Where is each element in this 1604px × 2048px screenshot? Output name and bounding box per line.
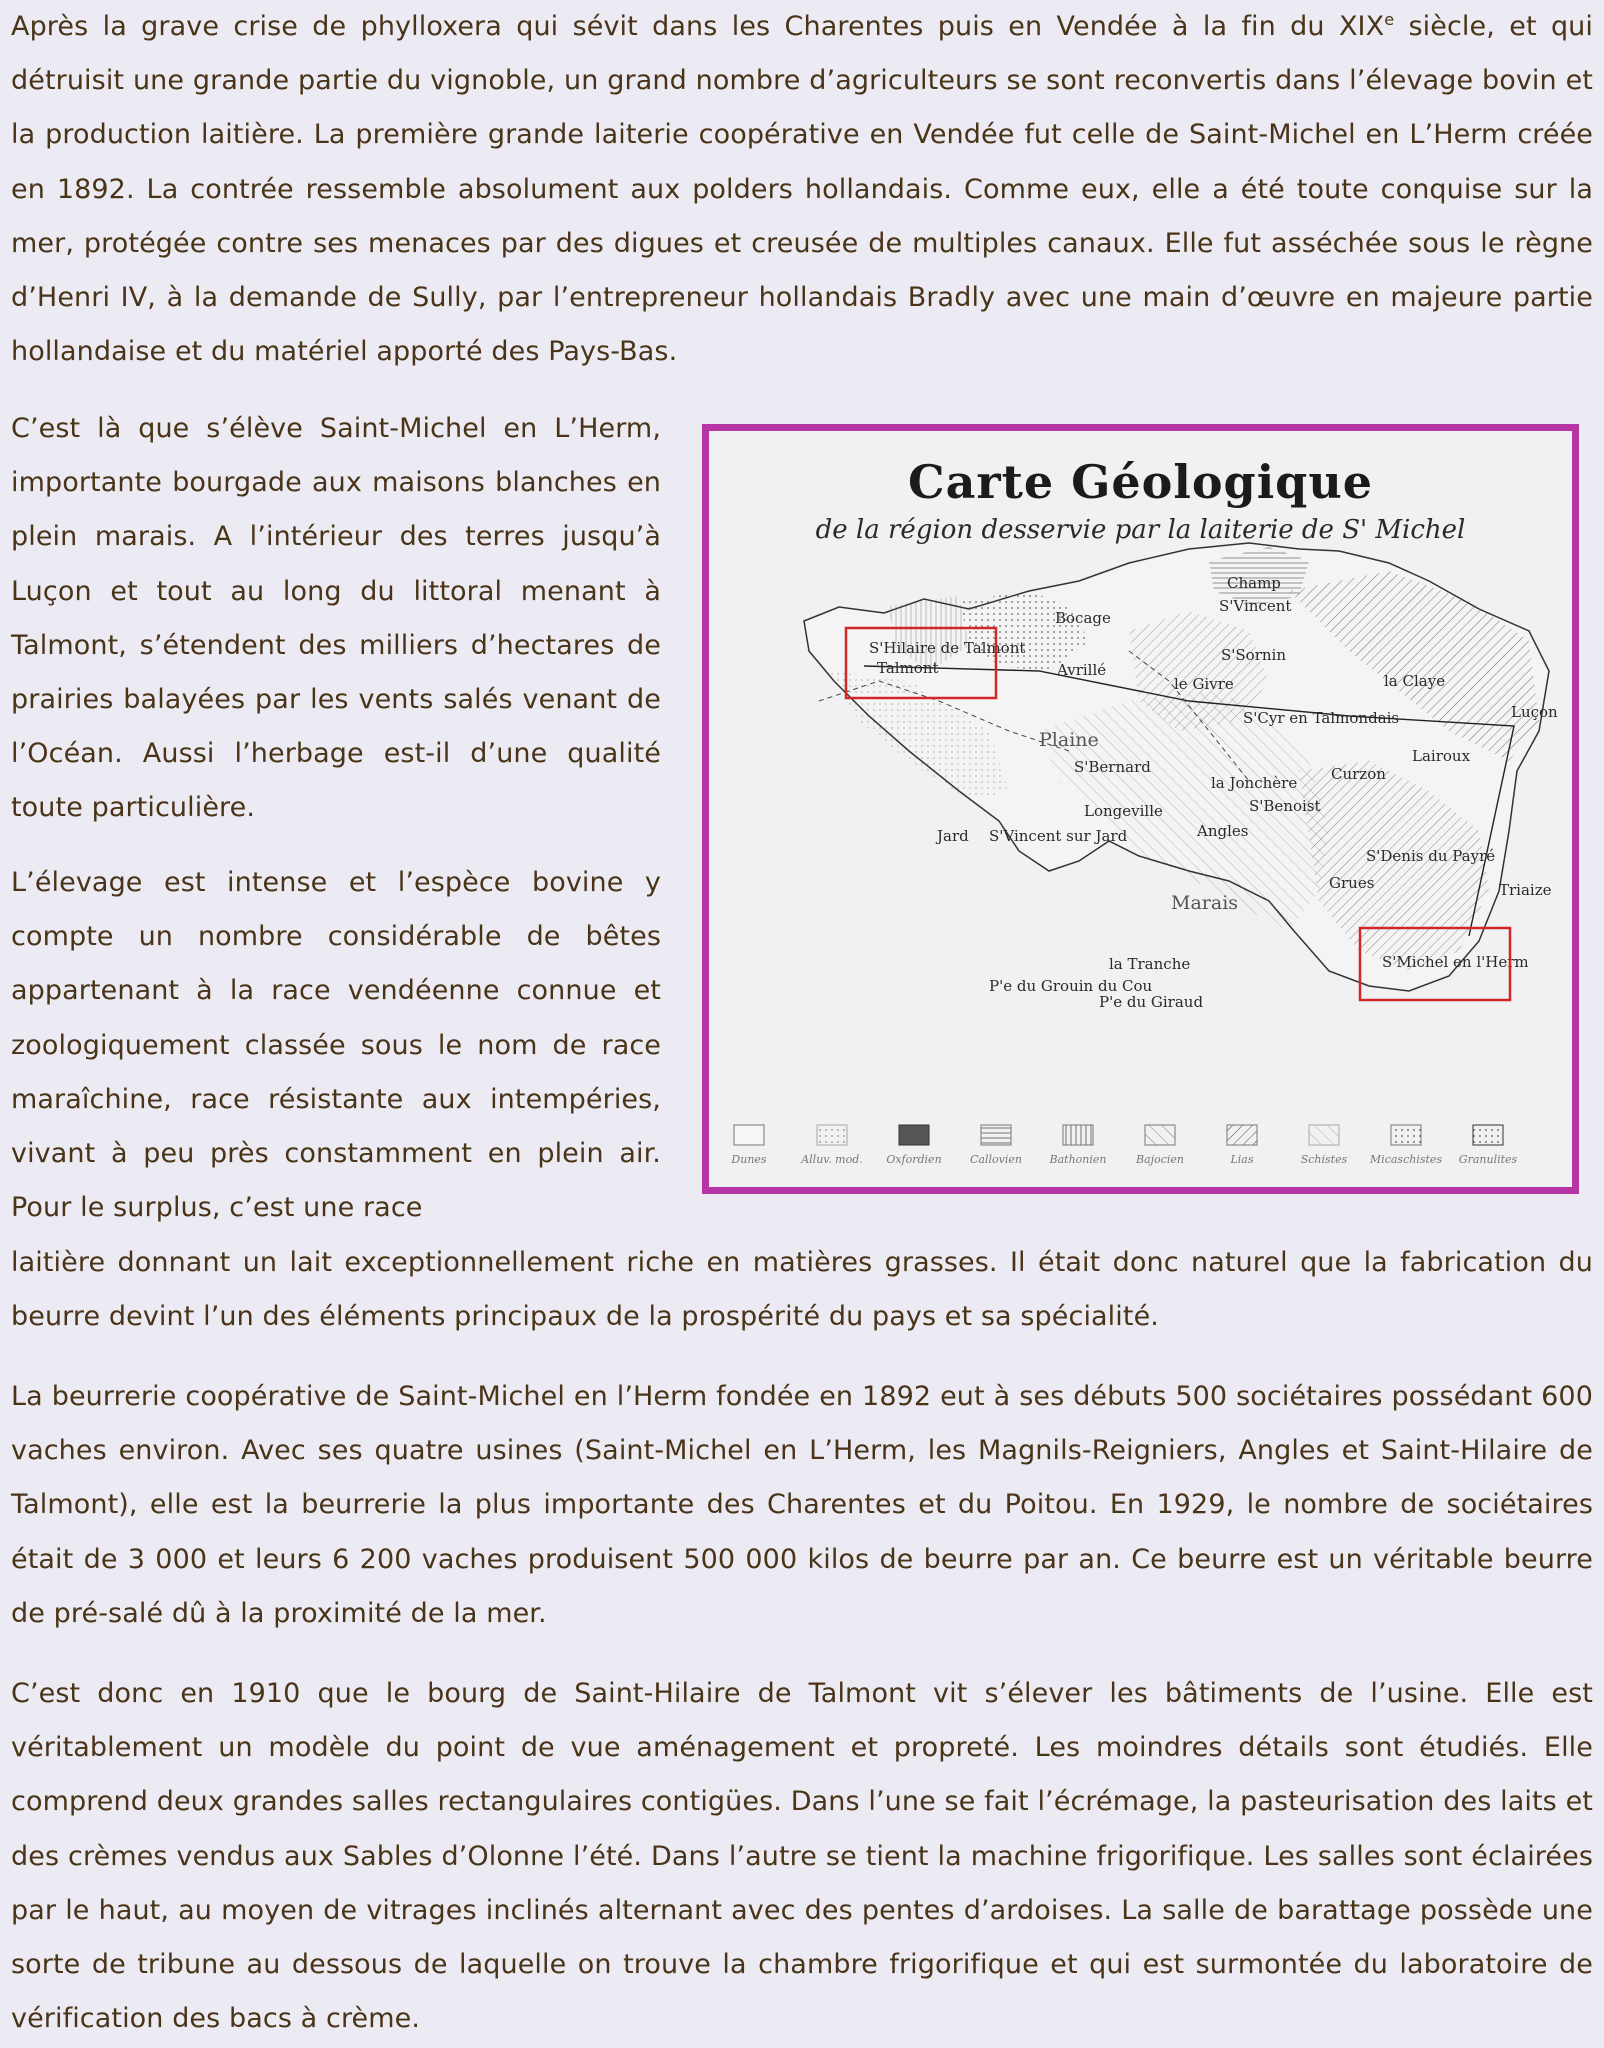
paragraph-elevage: L’élevage est intense et l’espèce bovine y compte un nombre considérable de bêtes appartenant à la race vendéenne connue et zoologiquement classée sous le nom de race maraîchine, race résistante aux intempéries, vivant à peu près constamment en plein air. Pour le surplus, c’est une race xyxy=(11,867,661,1224)
place-bocage: Bocage xyxy=(1055,609,1111,627)
legend-swatch-dunes xyxy=(734,1125,764,1145)
place-st-michel: S'Michel en l'Herm xyxy=(1382,953,1529,971)
place-jard: Jard xyxy=(937,827,969,845)
legend-swatch-alluvions xyxy=(817,1125,847,1145)
legend-label-bathonien: Bathonien xyxy=(1049,1153,1107,1166)
place-lucon: Luçon xyxy=(1511,703,1558,721)
map-subtitle: de la région desservie par la laiterie de S' Michel xyxy=(815,515,1466,545)
paragraph-intro-text-cont: siècle, et qui détruisit une grande partie du vignoble, un grand nombre d’agriculteurs se sont reconvertis dans l’élevage bovin et la production laitière. La première grande laiterie coopérative en Vendée fut celle de Saint-Michel en L’Herm créée en 1892. La contrée ressemble absolument aux polders hollandais. Comme eux, elle a été toute conquise sur la mer, protégée contre ses menaces par des digues et creusée de multiples canaux. Elle fut asséchée sous le règne d’Henri IV, à la demande de Sully, par l’entrepreneur hollandais Bradly avec une main d’œuvre en majeure partie hollandaise et du matériel apporté des Pays-Bas. xyxy=(11,11,1593,368)
legend-label-callovien: Callovien xyxy=(970,1153,1022,1166)
paragraph-beurrerie: La beurrerie coopérative de Saint-Michel en l’Herm fondée en 1892 eut à ses débuts 500 sociétaires possédant 600 vaches environ. Avec ses quatre usines (Saint-Michel en L’Herm, les Magnils-Reigniers, Angles et Saint-Hilaire de Talmont), elle est la beurrerie la plus importante des Charentes et du Poitou. En 1929, le nombre de sociétaires était de 3 000 et leurs 6 200 vaches produisent 500 000 kilos de beurre par an. Ce beurre est un véritable beurre de pré-salé dû à la proximité de la mer. xyxy=(11,1381,1593,1629)
legend-label-dunes: Dunes xyxy=(731,1153,767,1166)
place-la-claye: la Claye xyxy=(1384,672,1446,690)
legend-swatch-bajocien xyxy=(1145,1125,1175,1145)
paragraph-elevage-cont: laitière donnant un lait exceptionnellement riche en matières grasses. Il était donc naturel que la fabrication du beurre devint l’un des éléments principaux de la prospérité du pays et sa spécialité. xyxy=(11,1247,1593,1333)
legend-label-granulites: Granulites xyxy=(1458,1153,1518,1166)
legend-swatch-bathonien xyxy=(1063,1125,1093,1145)
place-la-jonchere: la Jonchère xyxy=(1211,774,1298,792)
legend-label-lias: Lias xyxy=(1230,1153,1254,1166)
legend-label-alluvions: Alluv. mod. xyxy=(801,1153,863,1166)
legend-label-bajocien: Bajocien xyxy=(1136,1153,1184,1166)
place-st-vincent-s: S'Vincent sur Jard xyxy=(989,827,1128,845)
place-pointe-aiguillon: P'e du Giraud xyxy=(1099,993,1204,1011)
place-st-vincent-n: S'Vincent xyxy=(1219,597,1292,615)
place-lairoux: Lairoux xyxy=(1412,747,1471,765)
place-st-cyr: S'Cyr en Talmondais xyxy=(1243,709,1400,727)
place-st-hilaire: S'Hilaire de Talmont xyxy=(869,639,1026,657)
place-triaize: Triaize xyxy=(1499,881,1552,899)
place-champ: Champ xyxy=(1227,574,1281,592)
place-st-sornin: S'Sornin xyxy=(1221,646,1286,664)
place-talmont: Talmont xyxy=(877,659,939,677)
place-pointe-grouin: P'e du Grouin du Cou xyxy=(989,977,1153,995)
legend-swatch-schistes xyxy=(1309,1125,1339,1145)
legend-label-micaschistes: Micaschistes xyxy=(1369,1153,1443,1166)
legend-swatch-callovien xyxy=(981,1125,1011,1145)
paragraph-usine: C’est donc en 1910 que le bourg de Saint-Hilaire de Talmont vit s’élever les bâtiments de l’usine. Elle est véritablement un modèle du point de vue aménagement et propreté. Les moindres détails sont étudiés. Elle comprend deux grandes salles rectangulaires contigües. Dans l’une se fait l’écrémage, la pasteurisation des laits et des crèmes vendus aux Sables d’Olonne l’été. Dans l’autre se tient la machine frigorifique. Les salles sont éclairées par le haut, au moyen de vitrages inclinés alternant avec des pentes d’ardoises. La salle de barattage possède une sorte de tribune au dessous de laquelle on trouve la chambre frigorifique et qui est surmontée du laboratoire de vérification des bacs à crème. xyxy=(11,1678,1593,2035)
place-angles: Angles xyxy=(1197,822,1249,840)
paragraph-saint-michel: C’est là que s’élève Saint-Michel en L’Herm, importante bourgade aux maisons blanches en plein marais. A l’intérieur des terres jusqu’à Luçon et tout au long du littoral menant à Talmont, s’étendent des milliers d’hectares de prairies balayées par les vents salés venant de l’Océan. Aussi l’herbage est-il d’une qualité toute particulière. xyxy=(11,413,661,824)
legend-swatch-granulites xyxy=(1473,1125,1503,1145)
place-longeville: Longeville xyxy=(1084,802,1163,820)
place-avrille: Avrillé xyxy=(1057,661,1107,679)
map-legend xyxy=(730,1125,1517,1166)
map-title: Carte Géologique xyxy=(907,455,1374,509)
place-st-benoist: S'Benoist xyxy=(1249,797,1321,815)
legend-swatch-micaschistes xyxy=(1391,1125,1421,1145)
place-curzon: Curzon xyxy=(1331,765,1386,783)
legend-label-oxfordien: Oxfordien xyxy=(886,1153,942,1166)
place-st-denis: S'Denis du Payré xyxy=(1366,847,1496,865)
legend-swatch-oxfordien xyxy=(899,1125,929,1145)
place-st-bernard: S'Bernard xyxy=(1074,758,1151,776)
place-plaine: Plaine xyxy=(1039,729,1099,751)
place-marais: Marais xyxy=(1171,892,1239,914)
superscript-e: e xyxy=(1384,10,1395,29)
geological-map-figure xyxy=(702,424,1579,1194)
paragraph-intro xyxy=(11,0,1593,379)
legend-swatch-lias xyxy=(1227,1125,1257,1145)
paragraph-intro-text: Après la grave crise de phylloxera qui sévit dans les Charentes puis en Vendée à la fin du XIX xyxy=(11,11,1385,42)
place-le-givre: le Givre xyxy=(1174,675,1234,693)
legend-label-schistes: Schistes xyxy=(1300,1153,1348,1166)
place-grues: Grues xyxy=(1329,874,1375,892)
place-la-tranche: la Tranche xyxy=(1109,955,1191,973)
